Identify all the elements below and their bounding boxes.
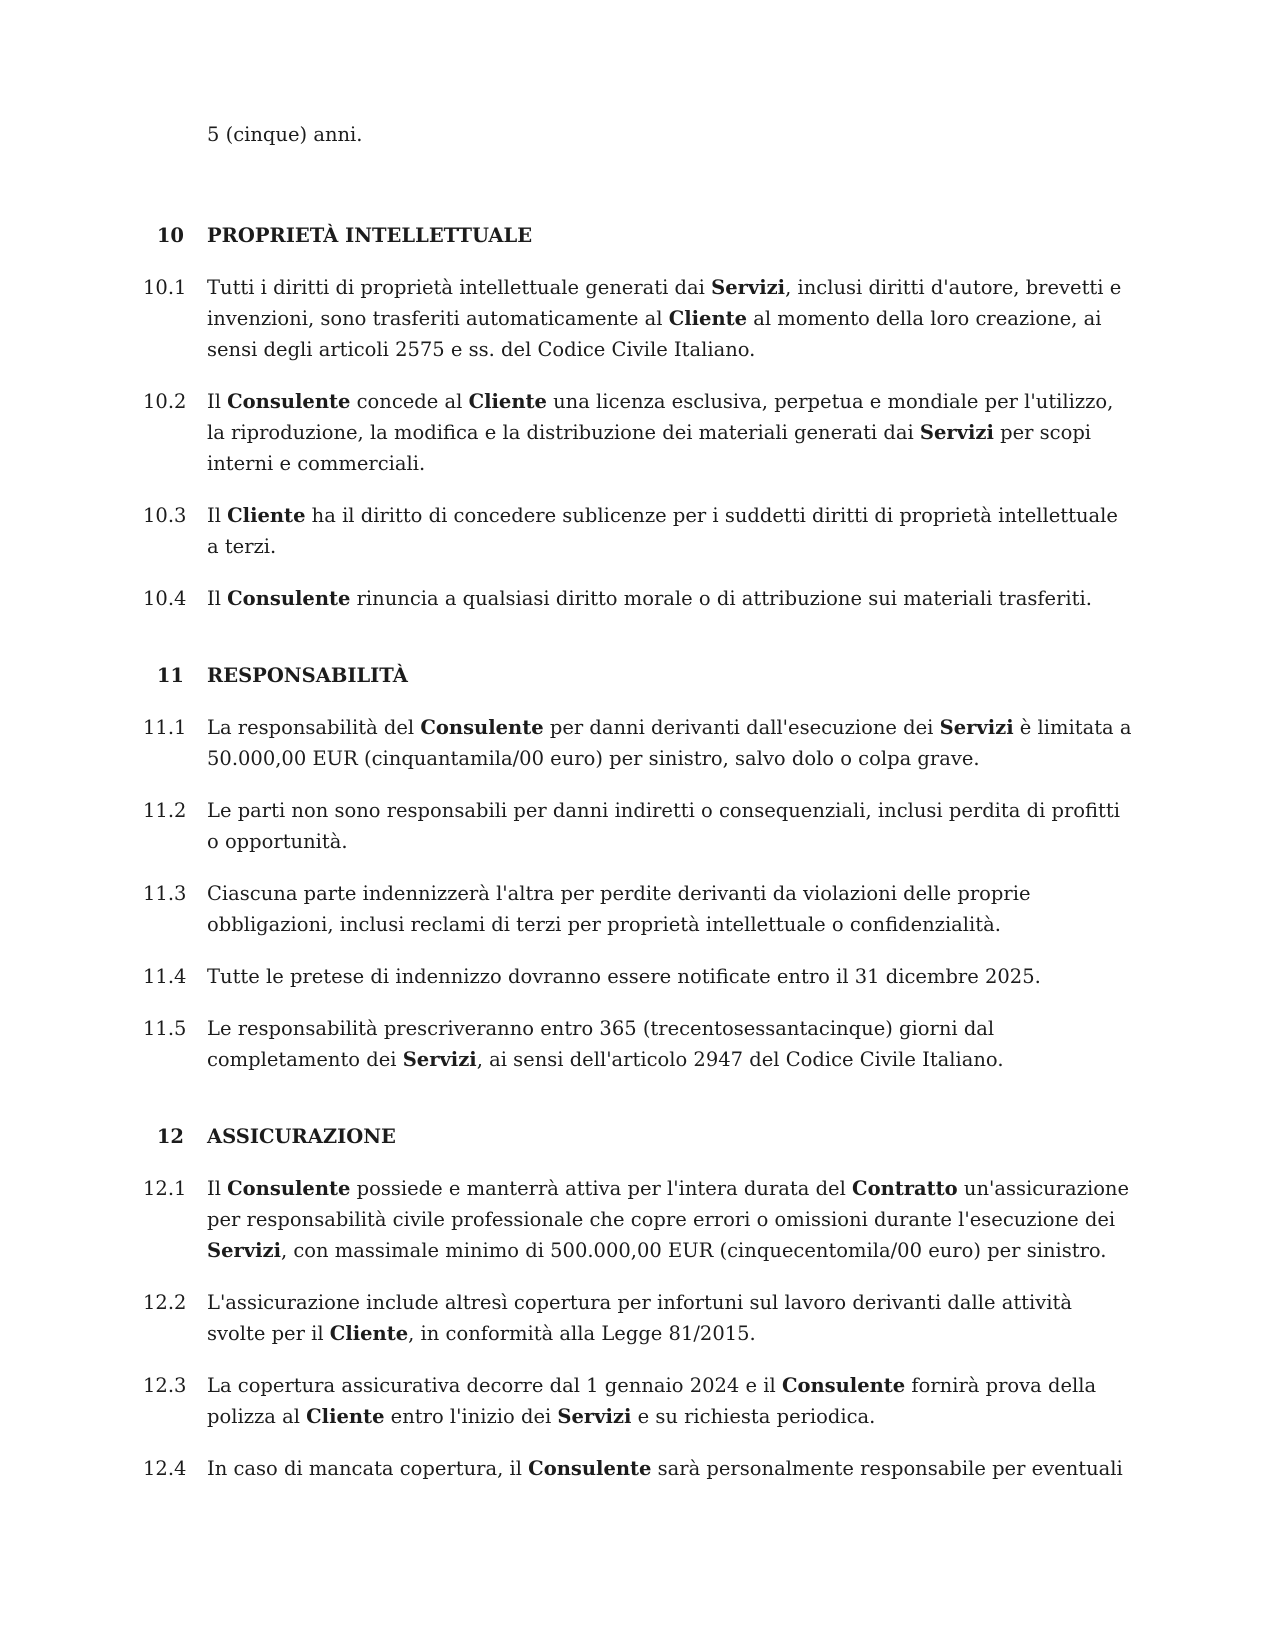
clause-item — [0, 583, 1275, 614]
clause-text-segment: Il — [207, 390, 228, 413]
clause-text-segment: L'assicurazione include altresì copertura per infortuni sul lavoro derivanti dalle attività svolte per il — [207, 1291, 1072, 1345]
clause-item — [0, 1453, 1275, 1484]
clause-text-segment: sarà personalmente responsabile per eventuali — [651, 1457, 1123, 1480]
section-number: 10 — [156, 224, 184, 247]
clause-item — [0, 878, 1275, 940]
defined-term: Servizi — [919, 421, 994, 444]
clause-text-segment: Il — [207, 1177, 228, 1200]
clause-number: 10.1 — [143, 276, 187, 299]
clause-text-segment: e su richiesta periodica. — [631, 1405, 876, 1428]
section-number: 12 — [156, 1125, 184, 1148]
clause-text-segment: La copertura assicurativa decorre dal 1 gennaio 2024 e il — [207, 1374, 782, 1397]
clause-text-segment: Il — [207, 587, 228, 610]
clause-text-segment: per danni derivanti dall'esecuzione dei — [543, 716, 940, 739]
clause-item — [0, 1173, 1275, 1266]
clause-text — [207, 1453, 1132, 1484]
clause-item — [0, 272, 1275, 365]
clause-number: 12.1 — [143, 1177, 187, 1200]
clause-text-segment: La responsabilità del — [207, 716, 421, 739]
section-heading — [0, 1121, 1275, 1152]
clause-text — [207, 1370, 1132, 1432]
clause-text-segment: concede al — [350, 390, 469, 413]
clause-text-segment: Le parti non sono responsabili per danni indiretti o consequenziali, inclusi perdita di profitti o opportunità. — [207, 799, 1120, 853]
clause-text-segment: fornirà prova della polizza al — [207, 1374, 1097, 1428]
clause-number: 12.2 — [143, 1291, 187, 1314]
clause-text — [207, 583, 1132, 614]
clause-text-segment: Tutte le pretese di indennizzo dovranno essere notificate entro il 31 dicembre 2025. — [207, 965, 1041, 988]
clause-number: 11.3 — [143, 882, 187, 905]
defined-term: Consulente — [227, 1177, 351, 1200]
clause-text-segment: , inclusi diritti d'autore, brevetti e invenzioni, sono trasferiti automaticamente al — [207, 276, 1122, 330]
defined-term: Cliente — [306, 1405, 385, 1428]
defined-term: Cliente — [668, 307, 748, 330]
clause-text-segment: rinuncia a qualsiasi diritto morale o di attribuzione sui materiali trasferiti. — [350, 587, 1092, 610]
defined-term: Consulente — [528, 1457, 652, 1480]
section-number: 11 — [156, 664, 184, 687]
clause-text-segment: Il — [207, 504, 228, 527]
clause-list — [0, 1173, 1275, 1484]
section-12 — [0, 1121, 1275, 1484]
clause-text-segment: per scopi interni e commerciali. — [207, 421, 1092, 475]
clause-item — [0, 1287, 1275, 1349]
clause-text-segment: Le responsabilità prescriveranno entro 365 (trecentosessantacinque) giorni dal completamento dei — [207, 1017, 995, 1071]
clause-item — [0, 500, 1275, 562]
clause-text-segment: , in conformità alla Legge 81/2015. — [408, 1322, 756, 1345]
carryover-text: 5 (cinque) anni. — [207, 123, 363, 146]
defined-term: Consulente — [227, 390, 351, 413]
clause-item — [0, 712, 1275, 774]
section-title: RESPONSABILITÀ — [207, 664, 408, 687]
defined-term: Servizi — [557, 1405, 632, 1428]
clause-text-segment: Ciascuna parte indennizzerà l'altra per perdite derivanti da violazioni delle proprie obbligazioni, inclusi reclami di terzi per proprietà intellettuale o confidenzialità. — [207, 882, 1031, 936]
clause-list — [0, 272, 1275, 614]
clause-text — [207, 1013, 1132, 1075]
clause-number: 11.2 — [143, 799, 187, 822]
defined-term: Contratto — [852, 1177, 958, 1200]
defined-term: Consulente — [420, 716, 544, 739]
clause-text — [207, 1287, 1132, 1349]
clause-item — [0, 961, 1275, 992]
clause-text-segment: entro l'inizio dei — [384, 1405, 558, 1428]
defined-term: Servizi — [711, 276, 786, 299]
clause-text-segment: al momento della loro creazione, ai sensi degli articoli 2575 e ss. del Codice Civile Italiano. — [207, 307, 1102, 361]
clause-text-segment: , ai sensi dell'articolo 2947 del Codice Civile Italiano. — [476, 1048, 1004, 1071]
clause-number: 11.1 — [143, 716, 187, 739]
defined-term: Servizi — [402, 1048, 477, 1071]
clause-text-segment: In caso di mancata copertura, il — [207, 1457, 529, 1480]
clause-text — [207, 386, 1132, 479]
section-title: PROPRIETÀ INTELLETTUALE — [207, 224, 533, 247]
section-heading — [0, 660, 1275, 691]
defined-term: Cliente — [329, 1322, 409, 1345]
defined-term: Consulente — [227, 587, 351, 610]
clause-item — [0, 795, 1275, 857]
clause-number: 12.3 — [143, 1374, 187, 1397]
section-11 — [0, 660, 1275, 1075]
clause-text — [207, 712, 1132, 774]
clause-text — [207, 878, 1132, 940]
clause-number: 10.3 — [143, 504, 187, 527]
defined-term: Cliente — [227, 504, 306, 527]
section-heading — [0, 220, 1275, 251]
clause-text-segment: un'assicurazione per responsabilità civile professionale che copre errori o omissioni durante l'esecuzione dei — [207, 1177, 1130, 1231]
clause-list — [0, 712, 1275, 1075]
defined-term: Servizi — [207, 1239, 281, 1262]
clause-number: 11.5 — [143, 1017, 187, 1040]
clause-number: 10.4 — [143, 587, 187, 610]
section-title: ASSICURAZIONE — [207, 1125, 396, 1148]
defined-term: Consulente — [781, 1374, 906, 1397]
clause-text — [207, 1173, 1132, 1266]
defined-term: Servizi — [939, 716, 1014, 739]
clause-text-segment: una licenza esclusiva, perpetua e mondiale per l'utilizzo, la riproduzione, la modifica e la distribuzione dei materiali generati dai — [207, 390, 1114, 444]
clause-text — [207, 500, 1132, 562]
clause-number: 11.4 — [143, 965, 187, 988]
clause-item — [0, 1013, 1275, 1075]
clause-number: 10.2 — [143, 390, 187, 413]
clause-number: 12.4 — [143, 1457, 187, 1480]
clause-text — [207, 795, 1132, 857]
section-10 — [0, 220, 1275, 614]
clause-text-segment: possiede e manterrà attiva per l'intera durata del — [350, 1177, 853, 1200]
clause-text-segment: è limitata a 50.000,00 EUR (cinquantamila/00 euro) per sinistro, salvo dolo o colpa grave. — [207, 716, 1132, 770]
clause-text — [207, 272, 1132, 365]
clause-text — [207, 961, 1132, 992]
defined-term: Cliente — [468, 390, 547, 413]
clause-item — [0, 1370, 1275, 1432]
clause-text-segment: , con massimale minimo di 500.000,00 EUR (cinquecentomila/00 euro) per sinistro. — [280, 1239, 1107, 1262]
clause-text-segment: ha il diritto di concedere sublicenze per i suddetti diritti di proprietà intellettuale a terzi. — [207, 504, 1118, 558]
clause-text-segment: Tutti i diritti di proprietà intellettuale generati dai — [207, 276, 712, 299]
clause-item — [0, 386, 1275, 479]
